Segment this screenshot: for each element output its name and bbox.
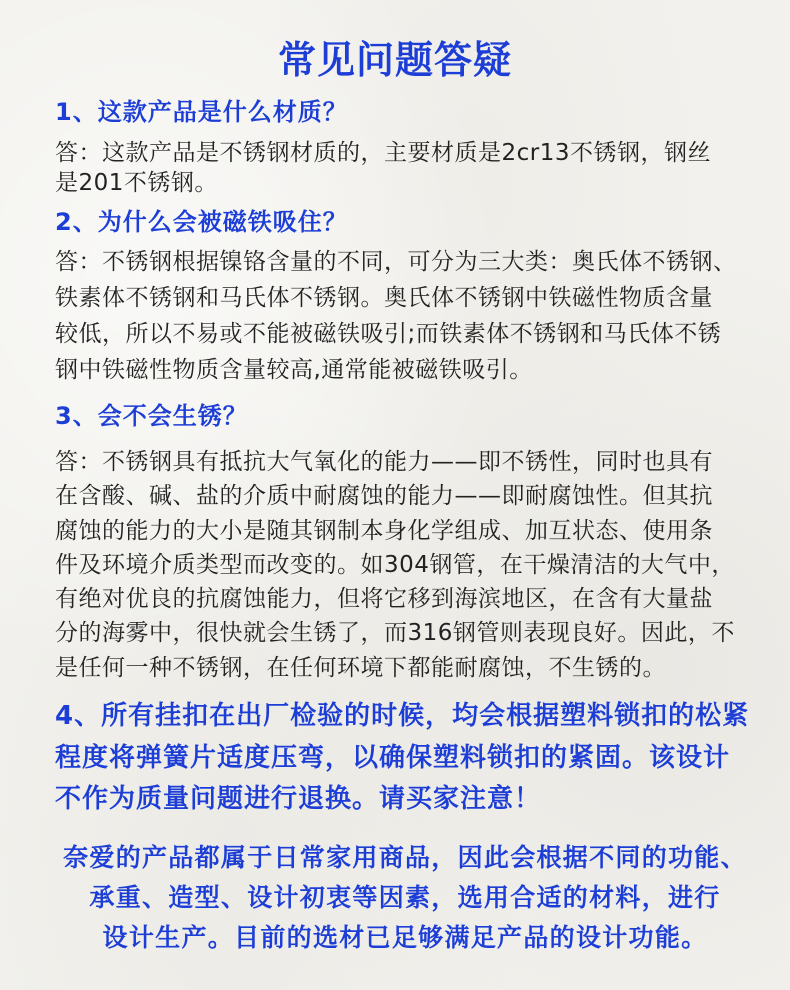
closing-line-3: 设计生产。目前的选材已足够满足产品的设计功能。 xyxy=(102,923,708,952)
answer-3-line-4: 件及环境介质类型而改变的。如304钢管，在干燥清洁的大气中， xyxy=(55,551,735,578)
answer-2-line-2: 铁素体不锈钢和马氏体不锈钢。奥氏体不锈钢中铁磁性物质含量 xyxy=(55,285,713,311)
answer-3-line-5: 有绝对优良的抗腐蚀能力，但将它移到海滨地区，在含有大量盐 xyxy=(55,586,713,613)
notice-line-2: 程度将弹簧片适度压弯，以确保塑料锁扣的紧固。该设计 xyxy=(55,742,731,773)
page-title: 常见问题答疑 xyxy=(277,38,512,82)
answer-3-line-7: 是任何一种不锈钢，在任何环境下都能耐腐蚀，不生锈的。 xyxy=(55,654,666,681)
answer-2-line-4: 钢中铁磁性物质含量较高,通常能被磁铁吸引。 xyxy=(55,357,533,383)
answer-3-line-2: 在含酸、碱、盐的介质中耐腐蚀的能力——即耐腐蚀性。但其抗 xyxy=(55,483,713,510)
closing-line-1: 奈爱的产品都属于日常家用商品，因此会根据不同的功能、 xyxy=(63,843,747,872)
answer-1-line-2: 是201不锈钢。 xyxy=(55,170,218,196)
answer-2 xyxy=(55,244,737,388)
answer-3 xyxy=(55,445,735,685)
answer-1 xyxy=(55,138,711,198)
question-2: 2、为什么会被磁铁吸住？ xyxy=(55,208,348,236)
answer-2-line-1: 答：不锈钢根据镍铬含量的不同，可分为三大类：奥氏体不锈钢、 xyxy=(55,249,737,275)
notice-line-1: 4、所有挂扣在出厂检验的时候，均会根据塑料锁扣的松紧 xyxy=(55,701,750,731)
answer-1-line-1: 答：这款产品是不锈钢材质的，主要材质是2cr13不锈钢，钢丝 xyxy=(55,140,712,166)
question-1: 1、这款产品是什么材质？ xyxy=(55,98,348,126)
answer-2-line-3: 较低，所以不易或不能被磁铁吸引;而铁素体不锈钢和马氏体不锈 xyxy=(55,321,722,347)
closing-statement xyxy=(0,838,790,958)
question-3: 3、会不会生锈？ xyxy=(55,402,248,430)
notice-4 xyxy=(55,696,749,821)
closing-line-2: 承重、造型、设计初衷等因素，选用合适的材料，进行 xyxy=(89,883,721,912)
answer-3-line-6: 分的海雾中，很快就会生锈了，而316钢管则表现良好。因此，不 xyxy=(55,620,735,647)
answer-3-line-1: 答：不锈钢具有抵抗大气氧化的能力——即不锈性，同时也具有 xyxy=(55,449,713,475)
notice-line-3: 不作为质量问题进行退换。请买家注意！ xyxy=(55,784,542,814)
answer-3-line-3: 腐蚀的能力的大小是随其钢制本身化学组成、加互状态、使用条 xyxy=(55,517,713,544)
